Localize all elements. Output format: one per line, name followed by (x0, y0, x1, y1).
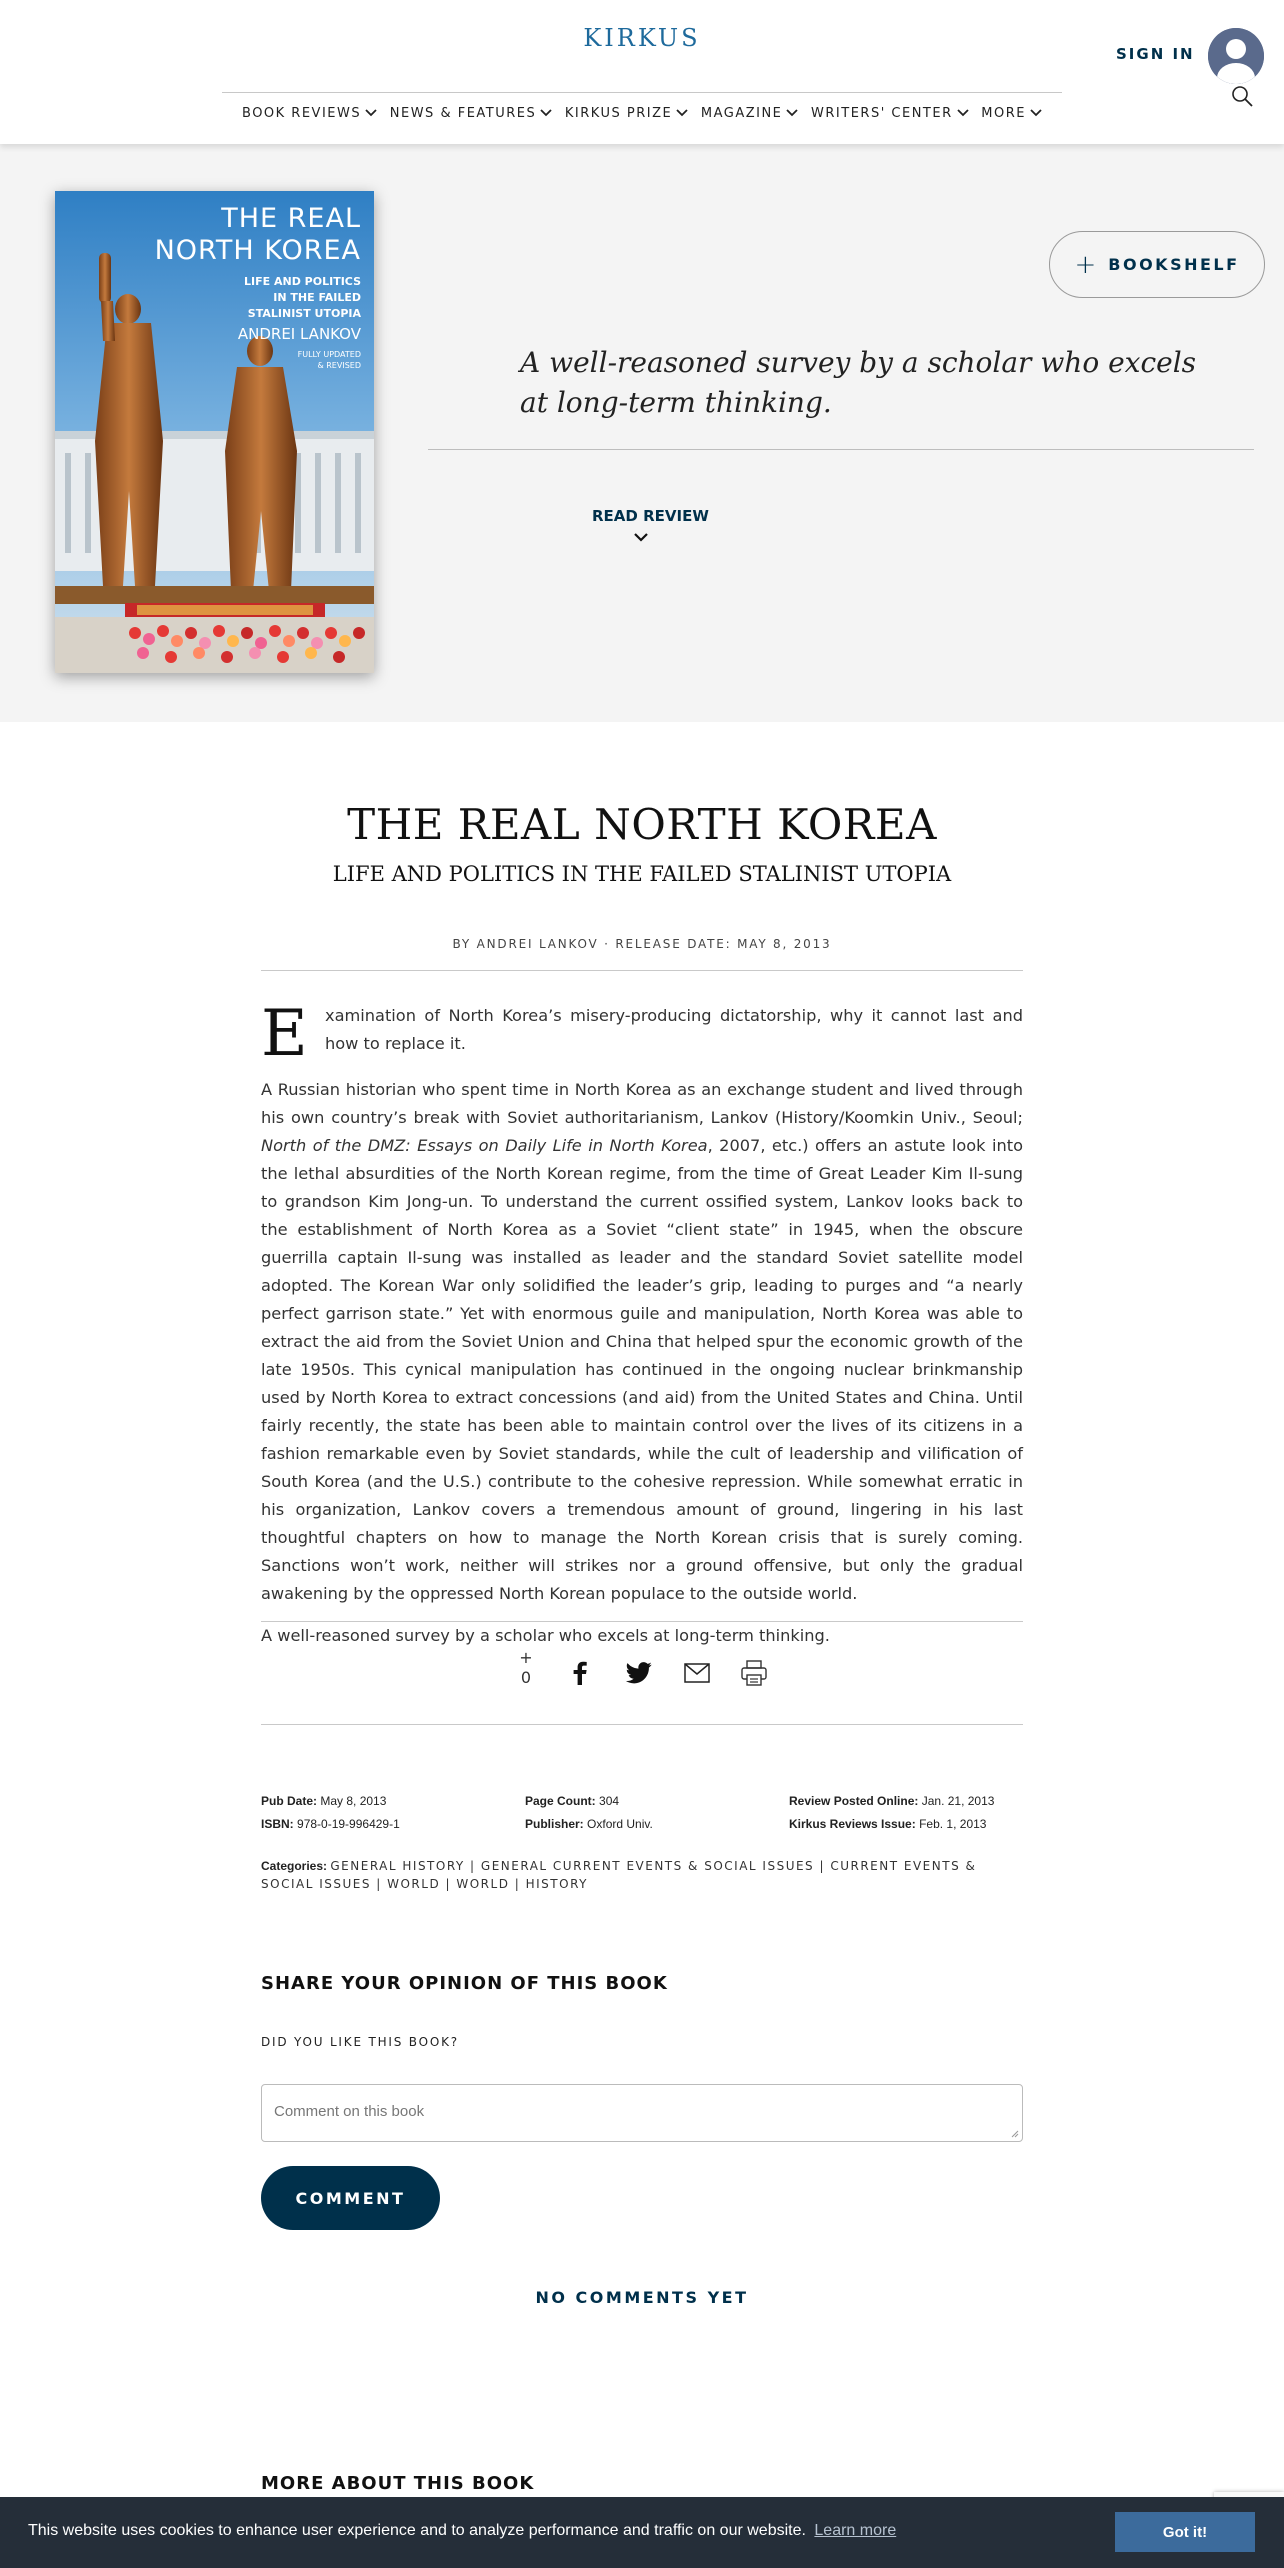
cover-title-line2: NORTH KOREA (154, 235, 361, 266)
nav-magazine[interactable] (701, 104, 799, 122)
cover-edition-line1: FULLY UPDATED (297, 350, 361, 359)
book-subtitle: LIFE AND POLITICS IN THE FAILED STALINIST UTOPIA (332, 862, 952, 886)
twitter-icon[interactable] (625, 1662, 653, 1684)
intro-text: xamination of North Korea’s misery-producing dictatorship, why it cannot last and how to replace it. (325, 1006, 1023, 1053)
resize-handle-icon[interactable] (1011, 2130, 1019, 2138)
pull-quote: A well-reasoned survey by a scholar who excels at long-term thinking. (520, 346, 1197, 419)
chevron-down-icon (540, 108, 552, 118)
chevron-down-icon[interactable] (633, 531, 649, 543)
cookie-banner (0, 2497, 1284, 2568)
isbn-label: ISBN: (261, 1817, 294, 1831)
details-column (525, 1790, 653, 1836)
more-about-heading: MORE ABOUT THIS BOOK (261, 2473, 535, 2494)
comment-button[interactable]: COMMENT (261, 2166, 440, 2230)
publisher-value: Oxford Univ. (587, 1817, 653, 1831)
chevron-down-icon (365, 108, 377, 118)
issue-value: Feb. 1, 2013 (919, 1817, 987, 1831)
share-counter[interactable] (515, 1648, 537, 1688)
categories-label: Categories: (261, 1859, 328, 1873)
nav-label: KIRKUS PRIZE (564, 105, 673, 121)
opinion-heading: SHARE YOUR OPINION OF THIS BOOK (261, 1973, 668, 1994)
cover-author: ANDREI LANKOV (237, 325, 361, 343)
bookshelf-label: BOOKSHELF (1108, 255, 1240, 274)
issue-label: Kirkus Reviews Issue: (789, 1817, 916, 1831)
review-posted-value: Jan. 21, 2013 (921, 1794, 995, 1808)
nav-divider (222, 92, 1062, 93)
comment-placeholder: Comment on this book (274, 2103, 425, 2120)
pub-date-value: May 8, 2013 (320, 1794, 387, 1808)
review-text: A Russian historian who spent time in North Korea as an exchange student and lived through his own country’s break with Soviet authoritarianism, Lankov (History/Koomkin Univ., Seoul; (261, 1080, 1023, 1127)
byline: BY ANDREI LANKOV · RELEASE DATE: MAY 8, 2013 (452, 937, 832, 951)
got-it-button[interactable]: Got it! (1115, 2512, 1255, 2552)
nav-more[interactable] (981, 104, 1042, 122)
comment-input[interactable] (261, 2084, 1023, 2142)
cover-title-line1: THE REAL (221, 203, 361, 234)
like-question: DID YOU LIKE THIS BOOK? (261, 2035, 459, 2049)
nav-label: MORE (981, 105, 1026, 121)
site-header (0, 0, 1284, 144)
drop-cap: E (261, 997, 308, 1071)
pub-date-label: Pub Date: (261, 1794, 318, 1808)
chevron-down-icon (676, 108, 688, 118)
kirkus-logo[interactable]: KIRKUS (583, 24, 701, 52)
chevron-down-icon (957, 108, 969, 118)
divider (261, 970, 1023, 971)
plus-icon: + (519, 1648, 533, 1667)
nav-label: BOOK REVIEWS (242, 105, 362, 121)
details-column (261, 1790, 400, 1836)
category-links[interactable]: GENERAL HISTORY | GENERAL CURRENT EVENTS & SOCIAL ISSUES | CURRENT EVENTS & SOCIAL ISSUES | WORLD | WORLD | HISTORY (261, 1859, 977, 1891)
sign-in-link[interactable]: SIGN IN (1116, 45, 1195, 63)
plus-icon: + (1074, 249, 1097, 280)
review-body (261, 997, 1023, 1650)
cookie-text: This website uses cookies to enhance user experience and to analyze performance and traffic on our website. (28, 2522, 806, 2539)
read-review-link[interactable]: READ REVIEW (592, 507, 709, 525)
add-to-bookshelf-button[interactable] (1049, 231, 1265, 298)
search-icon[interactable] (1230, 84, 1254, 108)
chevron-down-icon (786, 108, 798, 118)
avatar[interactable] (1208, 28, 1264, 84)
book-cover (55, 191, 374, 673)
review-paragraph (261, 1076, 1023, 1608)
email-icon[interactable] (684, 1663, 710, 1683)
review-posted-label: Review Posted Online: (789, 1794, 919, 1808)
divider (261, 1621, 1023, 1622)
facebook-icon[interactable] (570, 1661, 590, 1685)
nav-kirkus-prize[interactable] (565, 104, 688, 122)
nav-writers-center[interactable] (811, 104, 969, 122)
nav-label: MAGAZINE (700, 105, 783, 121)
cover-edition-line2: & REVISED (317, 361, 361, 370)
nav-label: WRITERS' CENTER (811, 105, 953, 121)
book-cover-image (55, 191, 374, 673)
cover-subtitle-line1: LIFE AND POLITICS (244, 275, 361, 288)
cover-subtitle-line2: IN THE FAILED (273, 291, 361, 304)
learn-more-link[interactable]: Learn more (814, 2522, 897, 2539)
review-intro (261, 997, 1023, 1071)
main-nav (222, 104, 1062, 122)
isbn-value: 978-0-19-996429-1 (297, 1817, 400, 1831)
categories (261, 1857, 1023, 1893)
book-title: THE REAL NORTH KOREA (347, 800, 937, 849)
page-count-label: Page Count: (525, 1794, 596, 1808)
nav-book-reviews[interactable] (242, 104, 377, 122)
cover-subtitle-line3: STALINIST UTOPIA (247, 307, 361, 320)
page-count-value: 304 (599, 1794, 620, 1808)
nav-news-features[interactable] (390, 104, 552, 122)
cited-book-title: North of the DMZ: Essays on Daily Life in North Korea (261, 1136, 708, 1155)
review-text: , 2007, etc.) offers an astute look into the lethal absurdities of the North Korean regime, from the time of Great Leader Kim Il-sung to grandson Kim Jong-un. To understand the current ossified system, Lankov looks back to the establishment of North Korea as a Soviet “client state” in 1945, when the obscure guerrilla captain Il-sung was installed as leader and the standard Soviet satellite model adopted. The Korean War only solidified the leader’s grip, leading to purges and “a nearly perfect garrison state.” Yet with enormous guile and manipulation, North Korea was able to extract the aid from the Soviet Union and China that helped spur the economic growth of the late 1950s. This cynical manipulation has continued in the ongoing nuclear brinkmanship used by North Korea to extract concessions (and aid) from the United States and China. Until fairly recently, the state has been able to maintain control over the lives of its citizens in a fashion remarkable even by Soviet standards, while the cult of leadership and vilification of South Korea (and the U.S.) contribute to the cohesive repression. While somewhat erratic in his organization, Lankov covers a tremendous amount of ground, lingering in his last thoughtful chapters on how to manage the North Korean crisis that is surely coming. Sanctions won’t work, neither will strikes nor a ground offensive, but only the gradual awakening by the oppressed North Korean populace to the outside world. (261, 1136, 1023, 1603)
chevron-down-icon (1030, 108, 1042, 118)
share-count: 0 (520, 1668, 532, 1687)
user-icon (1208, 28, 1264, 84)
print-icon[interactable] (741, 1660, 767, 1686)
nav-label: NEWS & FEATURES (389, 105, 537, 121)
hero-divider (428, 449, 1254, 450)
no-comments-label: NO COMMENTS YET (535, 2288, 749, 2307)
details-column (789, 1790, 994, 1836)
cookie-message (28, 2522, 896, 2540)
divider (261, 1724, 1023, 1725)
review-summary: A well-reasoned survey by a scholar who excels at long-term thinking. (261, 1626, 830, 1645)
publisher-label: Publisher: (525, 1817, 584, 1831)
